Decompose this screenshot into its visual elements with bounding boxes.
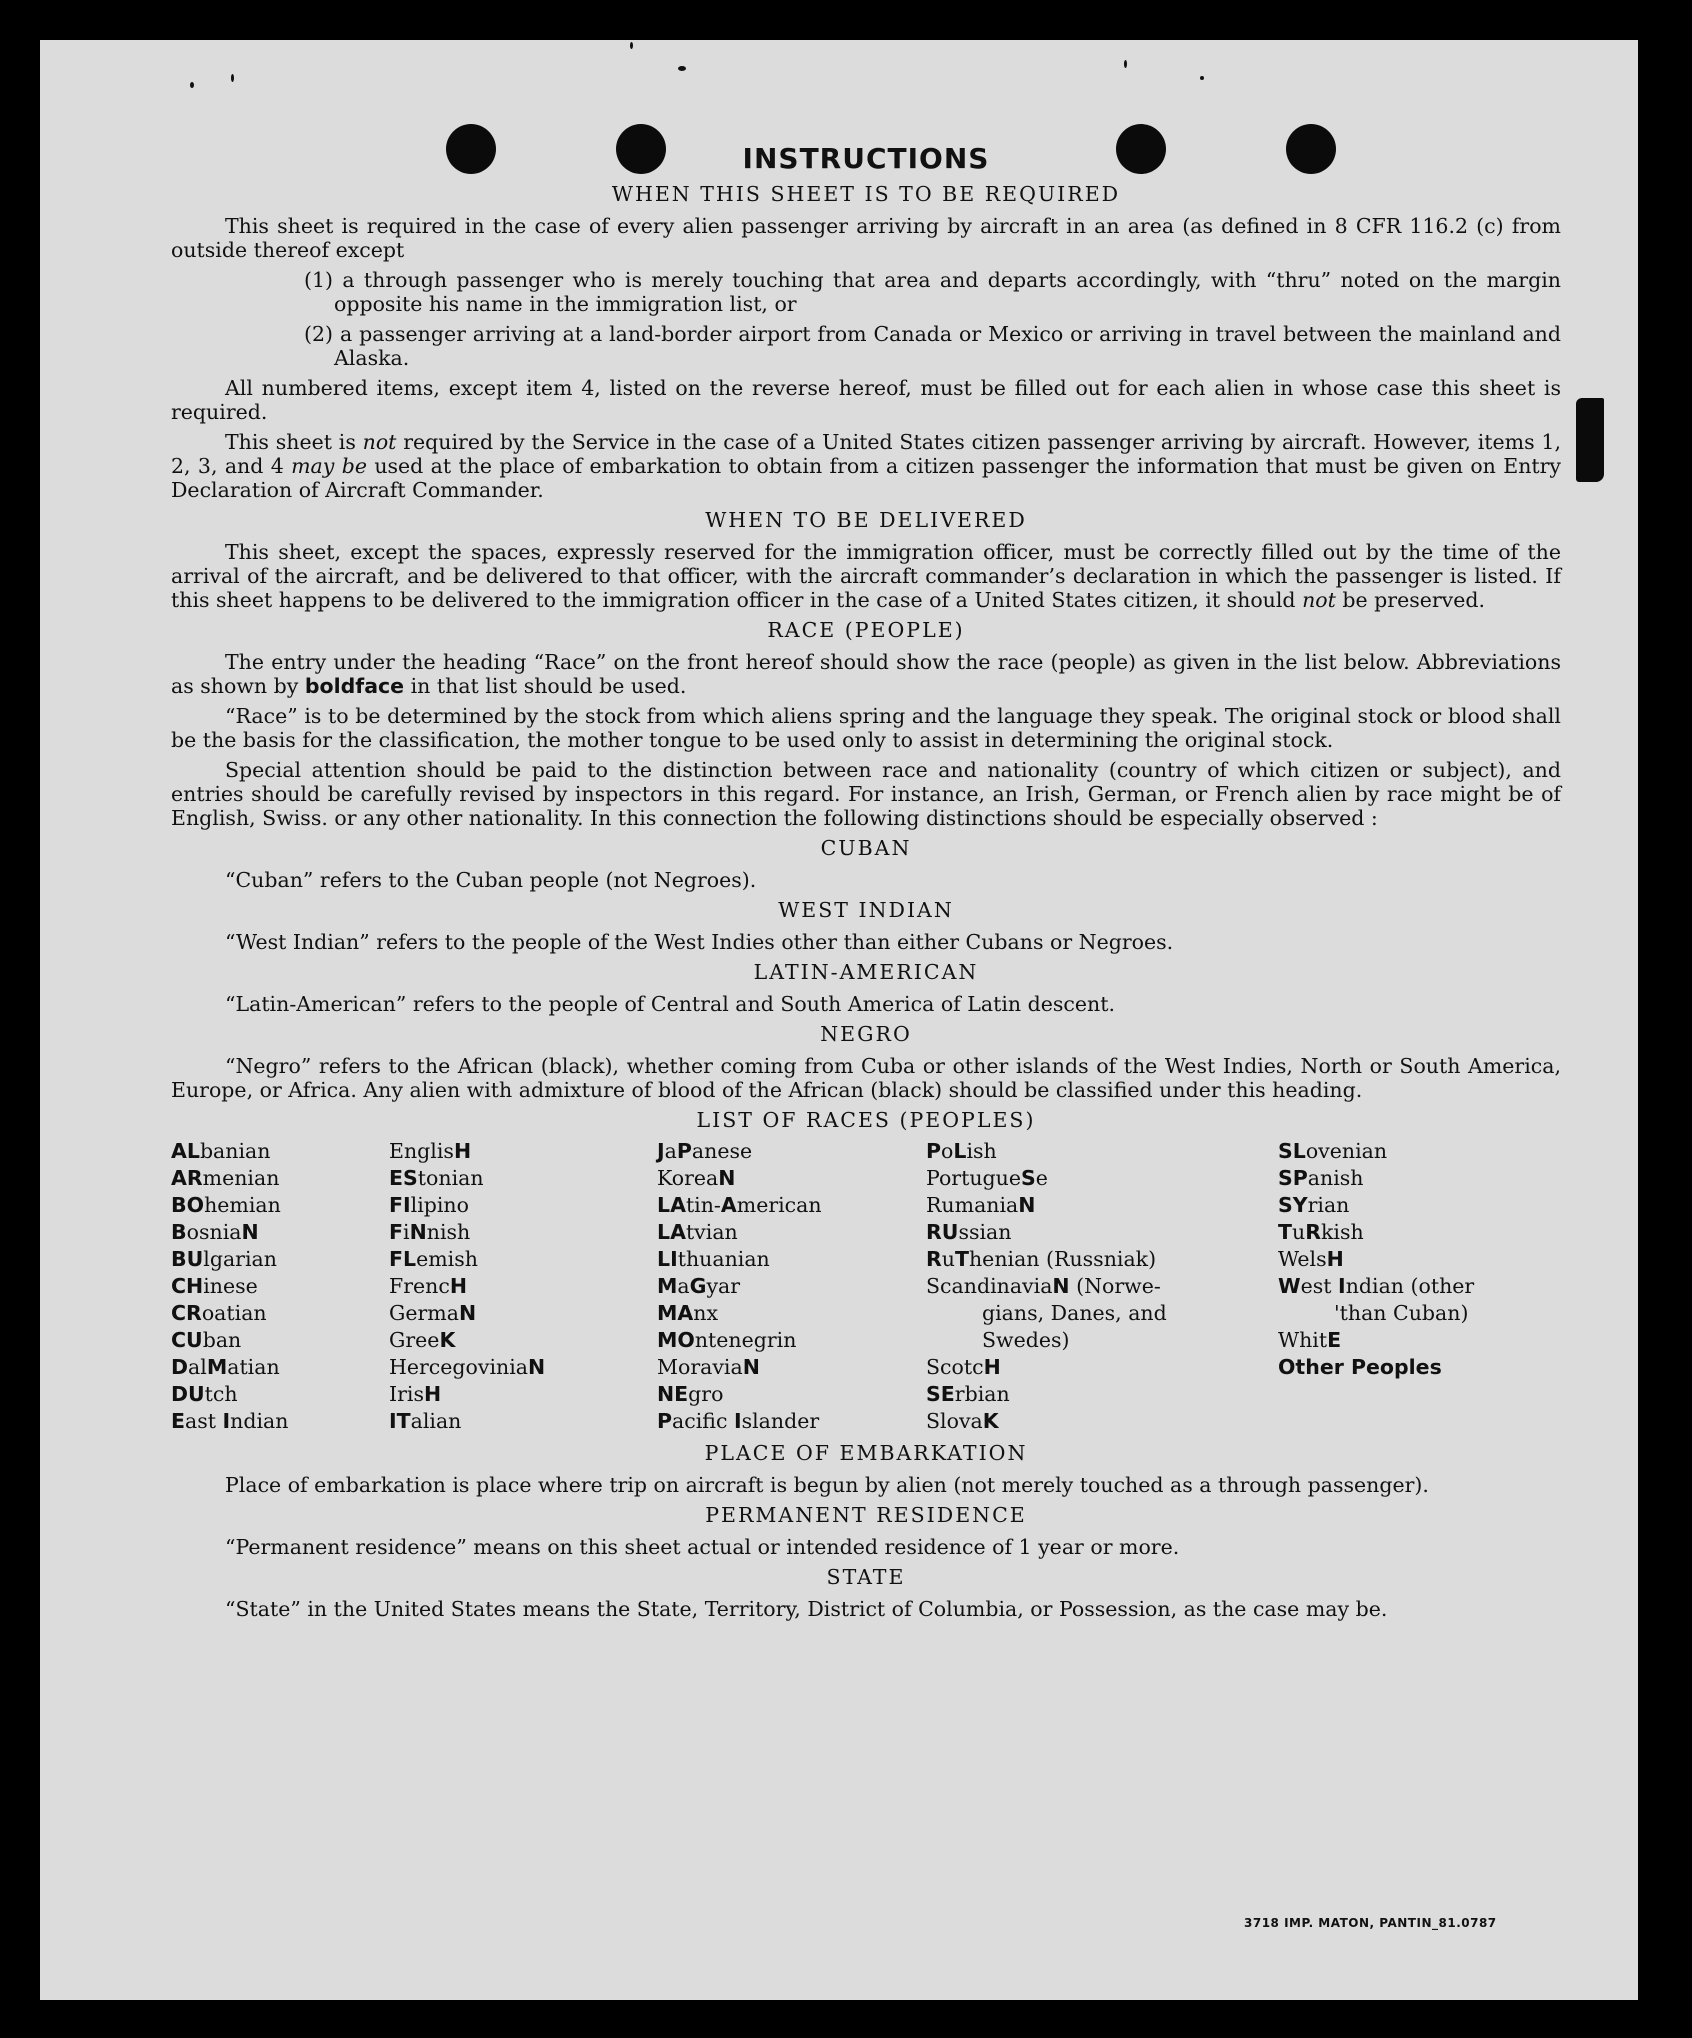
paragraph: “State” in the United States means the State, Territory, District of Columbia, or Possession, as the case may be.	[225, 1597, 1388, 1621]
race-entry	[389, 1300, 657, 1327]
paragraph: Special attention should be paid to the distinction between race and nationality (country of which citizen or subject), and entries should be carefully revised by inspectors in this regard. For instance, an Irish, German, or French alien by race might be of English, Swiss. or any other nationality. In this connection the following distinctions should be especially observed :	[171, 758, 1561, 830]
race-abbrev-bold: P	[676, 1139, 692, 1163]
race-abbrev-bold: S	[1021, 1166, 1036, 1190]
race-text: rbian	[954, 1382, 1010, 1406]
heading-west-indian: WEST INDIAN	[778, 898, 954, 922]
race-abbrev-bold: H	[1326, 1247, 1344, 1271]
race-text: gians, Danes, and	[982, 1301, 1167, 1325]
race-text: tonian	[417, 1166, 484, 1190]
race-entry	[657, 1273, 926, 1300]
race-abbrev-bold: N	[742, 1355, 760, 1379]
race-abbrev-bold: SE	[926, 1382, 955, 1406]
race-text: ban	[202, 1328, 242, 1352]
race-entry	[657, 1138, 926, 1165]
race-text: Englis	[389, 1139, 454, 1163]
paragraph: “Negro” refers to the African (black), whether coming from Cuba or other islands of the West Indies, North or South America, Europe, or Africa. Any alien with admixture of blood of the African (black) should be classified under this heading.	[171, 1054, 1561, 1102]
race-entry	[657, 1165, 926, 1192]
torn-edge-mark	[1576, 398, 1604, 482]
race-abbrev-bold: FI	[389, 1193, 411, 1217]
race-text: a	[677, 1274, 690, 1298]
race-entry	[171, 1219, 389, 1246]
race-text: slander	[741, 1409, 820, 1433]
race-entry	[171, 1354, 389, 1381]
paragraph: This sheet is required in the case of every alien passenger arriving by aircraft in an area (as defined in 8 CFR 116.2 (c) from outside thereof except	[171, 214, 1561, 262]
race-text: (Norwe-	[1069, 1274, 1161, 1298]
race-abbrev-bold: T	[1278, 1220, 1292, 1244]
race-entry	[389, 1138, 657, 1165]
race-text: tin-	[685, 1193, 721, 1217]
race-text: Gree	[389, 1328, 440, 1352]
race-entry	[1278, 1192, 1558, 1219]
race-column	[389, 1138, 657, 1435]
race-abbrev-bold: H	[423, 1382, 442, 1406]
race-text: rian	[1307, 1193, 1350, 1217]
race-abbrev-bold: CU	[171, 1328, 203, 1352]
race-abbrev-bold: ES	[389, 1166, 418, 1190]
heading-cuban: CUBAN	[820, 836, 912, 860]
race-text: a	[664, 1139, 677, 1163]
race-abbrev-bold: SP	[1278, 1166, 1308, 1190]
race-text: ovenian	[1305, 1139, 1388, 1163]
race-abbrev-bold: BO	[171, 1193, 205, 1217]
race-column	[171, 1138, 389, 1435]
race-text: Moravia	[657, 1355, 743, 1379]
race-entry	[926, 1165, 1278, 1192]
race-abbrev-bold: M	[206, 1355, 228, 1379]
race-abbrev-bold: IT	[389, 1409, 411, 1433]
race-text: Germa	[389, 1301, 459, 1325]
race-entry	[171, 1165, 389, 1192]
race-text: Korea	[657, 1166, 719, 1190]
race-abbrev-bold: I	[733, 1409, 742, 1433]
paragraph: This sheet is not required by the Service in the case of a United States citizen passenger arriving by aircraft. However, items 1, 2, 3, and 4 may be used at the place of embarkation to obtain from a citizen passenger the information that must be given on Entry Declaration of Aircraft Commander.	[171, 430, 1562, 502]
race-text: acific	[672, 1409, 734, 1433]
race-abbrev-bold: E	[171, 1409, 186, 1433]
race-abbrev-bold: N	[718, 1166, 736, 1190]
race-text: Scotc	[926, 1355, 984, 1379]
race-entry	[926, 1192, 1278, 1219]
paragraph: The entry under the heading “Race” on the front hereof should show the race (people) as given in the list below. Abbreviations as shown by boldface in that list should be used.	[171, 650, 1561, 698]
race-text: nish	[426, 1220, 471, 1244]
race-entry	[389, 1381, 657, 1408]
race-entry	[926, 1219, 1278, 1246]
race-entry	[1278, 1300, 1558, 1327]
race-abbrev-bold: CR	[171, 1301, 202, 1325]
race-entry	[1278, 1138, 1558, 1165]
race-abbrev-bold: M	[657, 1274, 678, 1298]
race-text: Hercegovinia	[389, 1355, 529, 1379]
race-abbrev-bold: FL	[389, 1247, 417, 1271]
heading-negro: NEGRO	[820, 1022, 912, 1046]
race-text: est	[1300, 1274, 1339, 1298]
race-column	[926, 1138, 1278, 1435]
race-entry	[1278, 1273, 1558, 1300]
race-text: e	[1035, 1166, 1048, 1190]
race-abbrev-bold: K	[982, 1409, 999, 1433]
race-abbrev-bold: K	[439, 1328, 456, 1352]
race-abbrev-bold: P	[657, 1409, 673, 1433]
race-abbrev-bold: CH	[171, 1274, 204, 1298]
race-abbrev-bold: G	[689, 1274, 707, 1298]
race-entry	[389, 1408, 657, 1435]
race-abbrev-bold: H	[449, 1274, 468, 1298]
race-entry	[926, 1246, 1278, 1273]
race-abbrev-bold: NE	[657, 1382, 689, 1406]
race-text: Slova	[926, 1409, 983, 1433]
race-text: kish	[1320, 1220, 1364, 1244]
race-text: osnia	[186, 1220, 242, 1244]
paragraph: “Latin-American” refers to the people of Central and South America of Latin descent.	[225, 992, 1115, 1016]
race-text: banian	[199, 1139, 271, 1163]
race-text: thuanian	[677, 1247, 770, 1271]
race-abbrev-bold: L	[953, 1139, 967, 1163]
speck	[1124, 60, 1127, 68]
race-entry	[171, 1246, 389, 1273]
race-abbrev-bold: R	[1305, 1220, 1321, 1244]
race-entry	[926, 1138, 1278, 1165]
race-abbrev-bold: N	[1018, 1193, 1036, 1217]
race-text: merican	[736, 1193, 822, 1217]
race-text: Frenc	[389, 1274, 450, 1298]
race-abbrev-bold: H	[453, 1139, 472, 1163]
race-abbrev-bold: E	[1327, 1328, 1342, 1352]
race-abbrev-bold: T	[955, 1247, 969, 1271]
race-text: inese	[203, 1274, 258, 1298]
race-text: Rumania	[926, 1193, 1019, 1217]
race-entry	[171, 1138, 389, 1165]
race-entry	[1278, 1219, 1558, 1246]
race-text: ish	[966, 1139, 997, 1163]
race-entry	[926, 1408, 1278, 1435]
race-text: alian	[410, 1409, 462, 1433]
race-text: 'than Cuban)	[1334, 1301, 1469, 1325]
race-text: yar	[706, 1274, 741, 1298]
race-text: ndian	[230, 1409, 289, 1433]
race-abbrev-bold: LA	[657, 1193, 686, 1217]
race-abbrev-bold: N	[528, 1355, 546, 1379]
heading-when-delivered: WHEN TO BE DELIVERED	[705, 508, 1027, 532]
race-text: nx	[693, 1301, 719, 1325]
paragraph: “Cuban” refers to the Cuban people (not Negroes).	[225, 868, 757, 892]
race-text: anese	[691, 1139, 753, 1163]
race-abbrev-bold: RU	[926, 1220, 959, 1244]
race-entry	[657, 1219, 926, 1246]
race-text: ssian	[958, 1220, 1012, 1244]
race-text: menian	[202, 1166, 280, 1190]
race-entry	[389, 1219, 657, 1246]
race-abbrev-bold: LA	[657, 1220, 686, 1244]
race-text: tch	[204, 1382, 238, 1406]
race-text: emish	[416, 1247, 478, 1271]
race-column	[657, 1138, 926, 1435]
race-entry	[389, 1273, 657, 1300]
heading-list-of-races: LIST OF RACES (PEOPLES)	[696, 1108, 1036, 1132]
race-abbrev-bold: AL	[171, 1139, 200, 1163]
race-abbrev-bold: LI	[657, 1247, 678, 1271]
race-text: u	[941, 1247, 955, 1271]
race-list	[171, 1138, 1561, 1435]
race-abbrev-bold: R	[926, 1247, 942, 1271]
race-abbrev-bold: A	[720, 1193, 737, 1217]
race-abbrev-bold: F	[389, 1220, 404, 1244]
paragraph: Place of embarkation is place where trip on aircraft is begun by alien (not merely touched as a through passenger).	[225, 1473, 1429, 1497]
race-entry	[926, 1381, 1278, 1408]
document-sheet	[40, 40, 1638, 2000]
race-abbrev-bold: N	[409, 1220, 427, 1244]
heading-permanent-residence: PERMANENT RESIDENCE	[705, 1503, 1027, 1527]
race-entry	[657, 1408, 926, 1435]
race-abbrev-bold: N	[241, 1220, 259, 1244]
race-entry	[389, 1327, 657, 1354]
race-abbrev-bold: B	[171, 1220, 187, 1244]
race-column	[1278, 1138, 1558, 1435]
race-entry	[1278, 1354, 1558, 1381]
race-entry	[1278, 1327, 1558, 1354]
race-text: hemian	[204, 1193, 281, 1217]
race-entry	[657, 1246, 926, 1273]
paragraph: “Permanent residence” means on this sheet actual or intended residence of 1 year or more.	[225, 1535, 1180, 1559]
race-abbrev-bold: AR	[171, 1166, 203, 1190]
race-entry	[171, 1273, 389, 1300]
race-entry	[389, 1246, 657, 1273]
race-text: ntenegrin	[694, 1328, 797, 1352]
race-text: Wels	[1278, 1247, 1327, 1271]
race-entry	[926, 1273, 1278, 1300]
list-item: (2) a passenger arriving at a land-border airport from Canada or Mexico or arriving in travel between the mainland and Alaska.	[304, 322, 1561, 370]
instructions-content	[171, 142, 1561, 1627]
race-entry	[657, 1381, 926, 1408]
race-text: lgarian	[203, 1247, 277, 1271]
race-entry	[926, 1354, 1278, 1381]
race-entry	[657, 1354, 926, 1381]
race-text: Swedes)	[982, 1328, 1070, 1352]
race-abbrev-bold: D	[171, 1355, 189, 1379]
speck	[678, 66, 686, 71]
race-text: anish	[1307, 1166, 1364, 1190]
race-entry	[1278, 1246, 1558, 1273]
race-text: Iris	[389, 1382, 424, 1406]
race-abbrev-bold: J	[657, 1139, 665, 1163]
race-abbrev-bold: DU	[171, 1382, 205, 1406]
race-abbrev-bold: MO	[657, 1328, 695, 1352]
race-text: ndian (other	[1345, 1274, 1475, 1298]
heading-state: STATE	[826, 1565, 906, 1589]
list-item: (1) a through passenger who is merely touching that area and departs accordingly, with “thru” noted on the margin opposite his name in the immigration list, or	[304, 268, 1561, 316]
race-entry	[657, 1192, 926, 1219]
race-entry	[389, 1192, 657, 1219]
race-entry	[389, 1354, 657, 1381]
race-entry	[926, 1327, 1278, 1354]
race-text: henian (Russniak)	[968, 1247, 1157, 1271]
race-text: oatian	[201, 1301, 267, 1325]
race-abbrev-bold: I	[222, 1409, 231, 1433]
paragraph: This sheet, except the spaces, expressly reserved for the immigration officer, must be correctly filled out by the time of the arrival of the aircraft, and be delivered to that officer, with the aircraft commander’s declaration in which the passenger is listed. If this sheet happens to be delivered to the immigration officer in the case of a United States citizen, it should not be preserved.	[171, 540, 1561, 612]
race-entry	[171, 1381, 389, 1408]
race-entry	[389, 1165, 657, 1192]
race-abbrev-bold: SY	[1278, 1193, 1308, 1217]
paragraph: All numbered items, except item 4, listed on the reverse hereof, must be filled out for each alien in whose case this sheet is required.	[171, 376, 1561, 424]
race-entry	[926, 1300, 1278, 1327]
race-text: al	[188, 1355, 207, 1379]
heading-race: RACE (PEOPLE)	[767, 618, 965, 642]
race-abbrev-bold: MA	[657, 1301, 694, 1325]
race-text: ast	[185, 1409, 223, 1433]
race-abbrev-bold: BU	[171, 1247, 204, 1271]
race-text: lipino	[410, 1193, 469, 1217]
page-title: INSTRUCTIONS	[742, 142, 990, 175]
race-entry	[171, 1327, 389, 1354]
heading-when-required: WHEN THIS SHEET IS TO BE REQUIRED	[611, 182, 1121, 206]
race-entry	[657, 1327, 926, 1354]
race-abbrev-bold: W	[1278, 1274, 1301, 1298]
race-text: o	[941, 1139, 954, 1163]
race-abbrev-bold: P	[926, 1139, 942, 1163]
speck	[630, 42, 633, 49]
race-entry	[171, 1408, 389, 1435]
race-abbrev-bold: N	[458, 1301, 477, 1325]
race-text: Portugue	[926, 1166, 1022, 1190]
race-abbrev-bold: SL	[1278, 1139, 1306, 1163]
heading-place-of-embarkation: PLACE OF EMBARKATION	[704, 1441, 1028, 1465]
race-entry	[171, 1300, 389, 1327]
race-text: i	[403, 1220, 410, 1244]
paragraph: “Race” is to be determined by the stock from which aliens spring and the language they speak. The original stock or blood shall be the basis for the classification, the mother tongue to be used only to assist in determining the original stock.	[171, 704, 1561, 752]
race-text: atian	[227, 1355, 280, 1379]
speck	[231, 74, 234, 82]
race-entry	[657, 1300, 926, 1327]
race-entry	[1278, 1165, 1558, 1192]
speck	[190, 82, 194, 88]
race-text: Whit	[1278, 1328, 1328, 1352]
race-abbrev-bold: H	[983, 1355, 1001, 1379]
race-abbrev-bold: N	[1052, 1274, 1070, 1298]
race-text: Scandinavia	[926, 1274, 1053, 1298]
race-abbrev-bold: Other Peoples	[1278, 1355, 1442, 1379]
race-abbrev-bold: I	[1338, 1274, 1346, 1298]
race-text: tvian	[685, 1220, 738, 1244]
paragraph: “West Indian” refers to the people of the West Indies other than either Cubans or Negroes.	[225, 930, 1174, 954]
race-text: u	[1291, 1220, 1306, 1244]
printer-code: 3718 IMP. MATON, PANTIN_81.0787	[1244, 1916, 1497, 1930]
heading-latin-american: LATIN-AMERICAN	[753, 960, 979, 984]
race-entry	[171, 1192, 389, 1219]
race-text: gro	[688, 1382, 724, 1406]
speck	[1200, 76, 1204, 80]
